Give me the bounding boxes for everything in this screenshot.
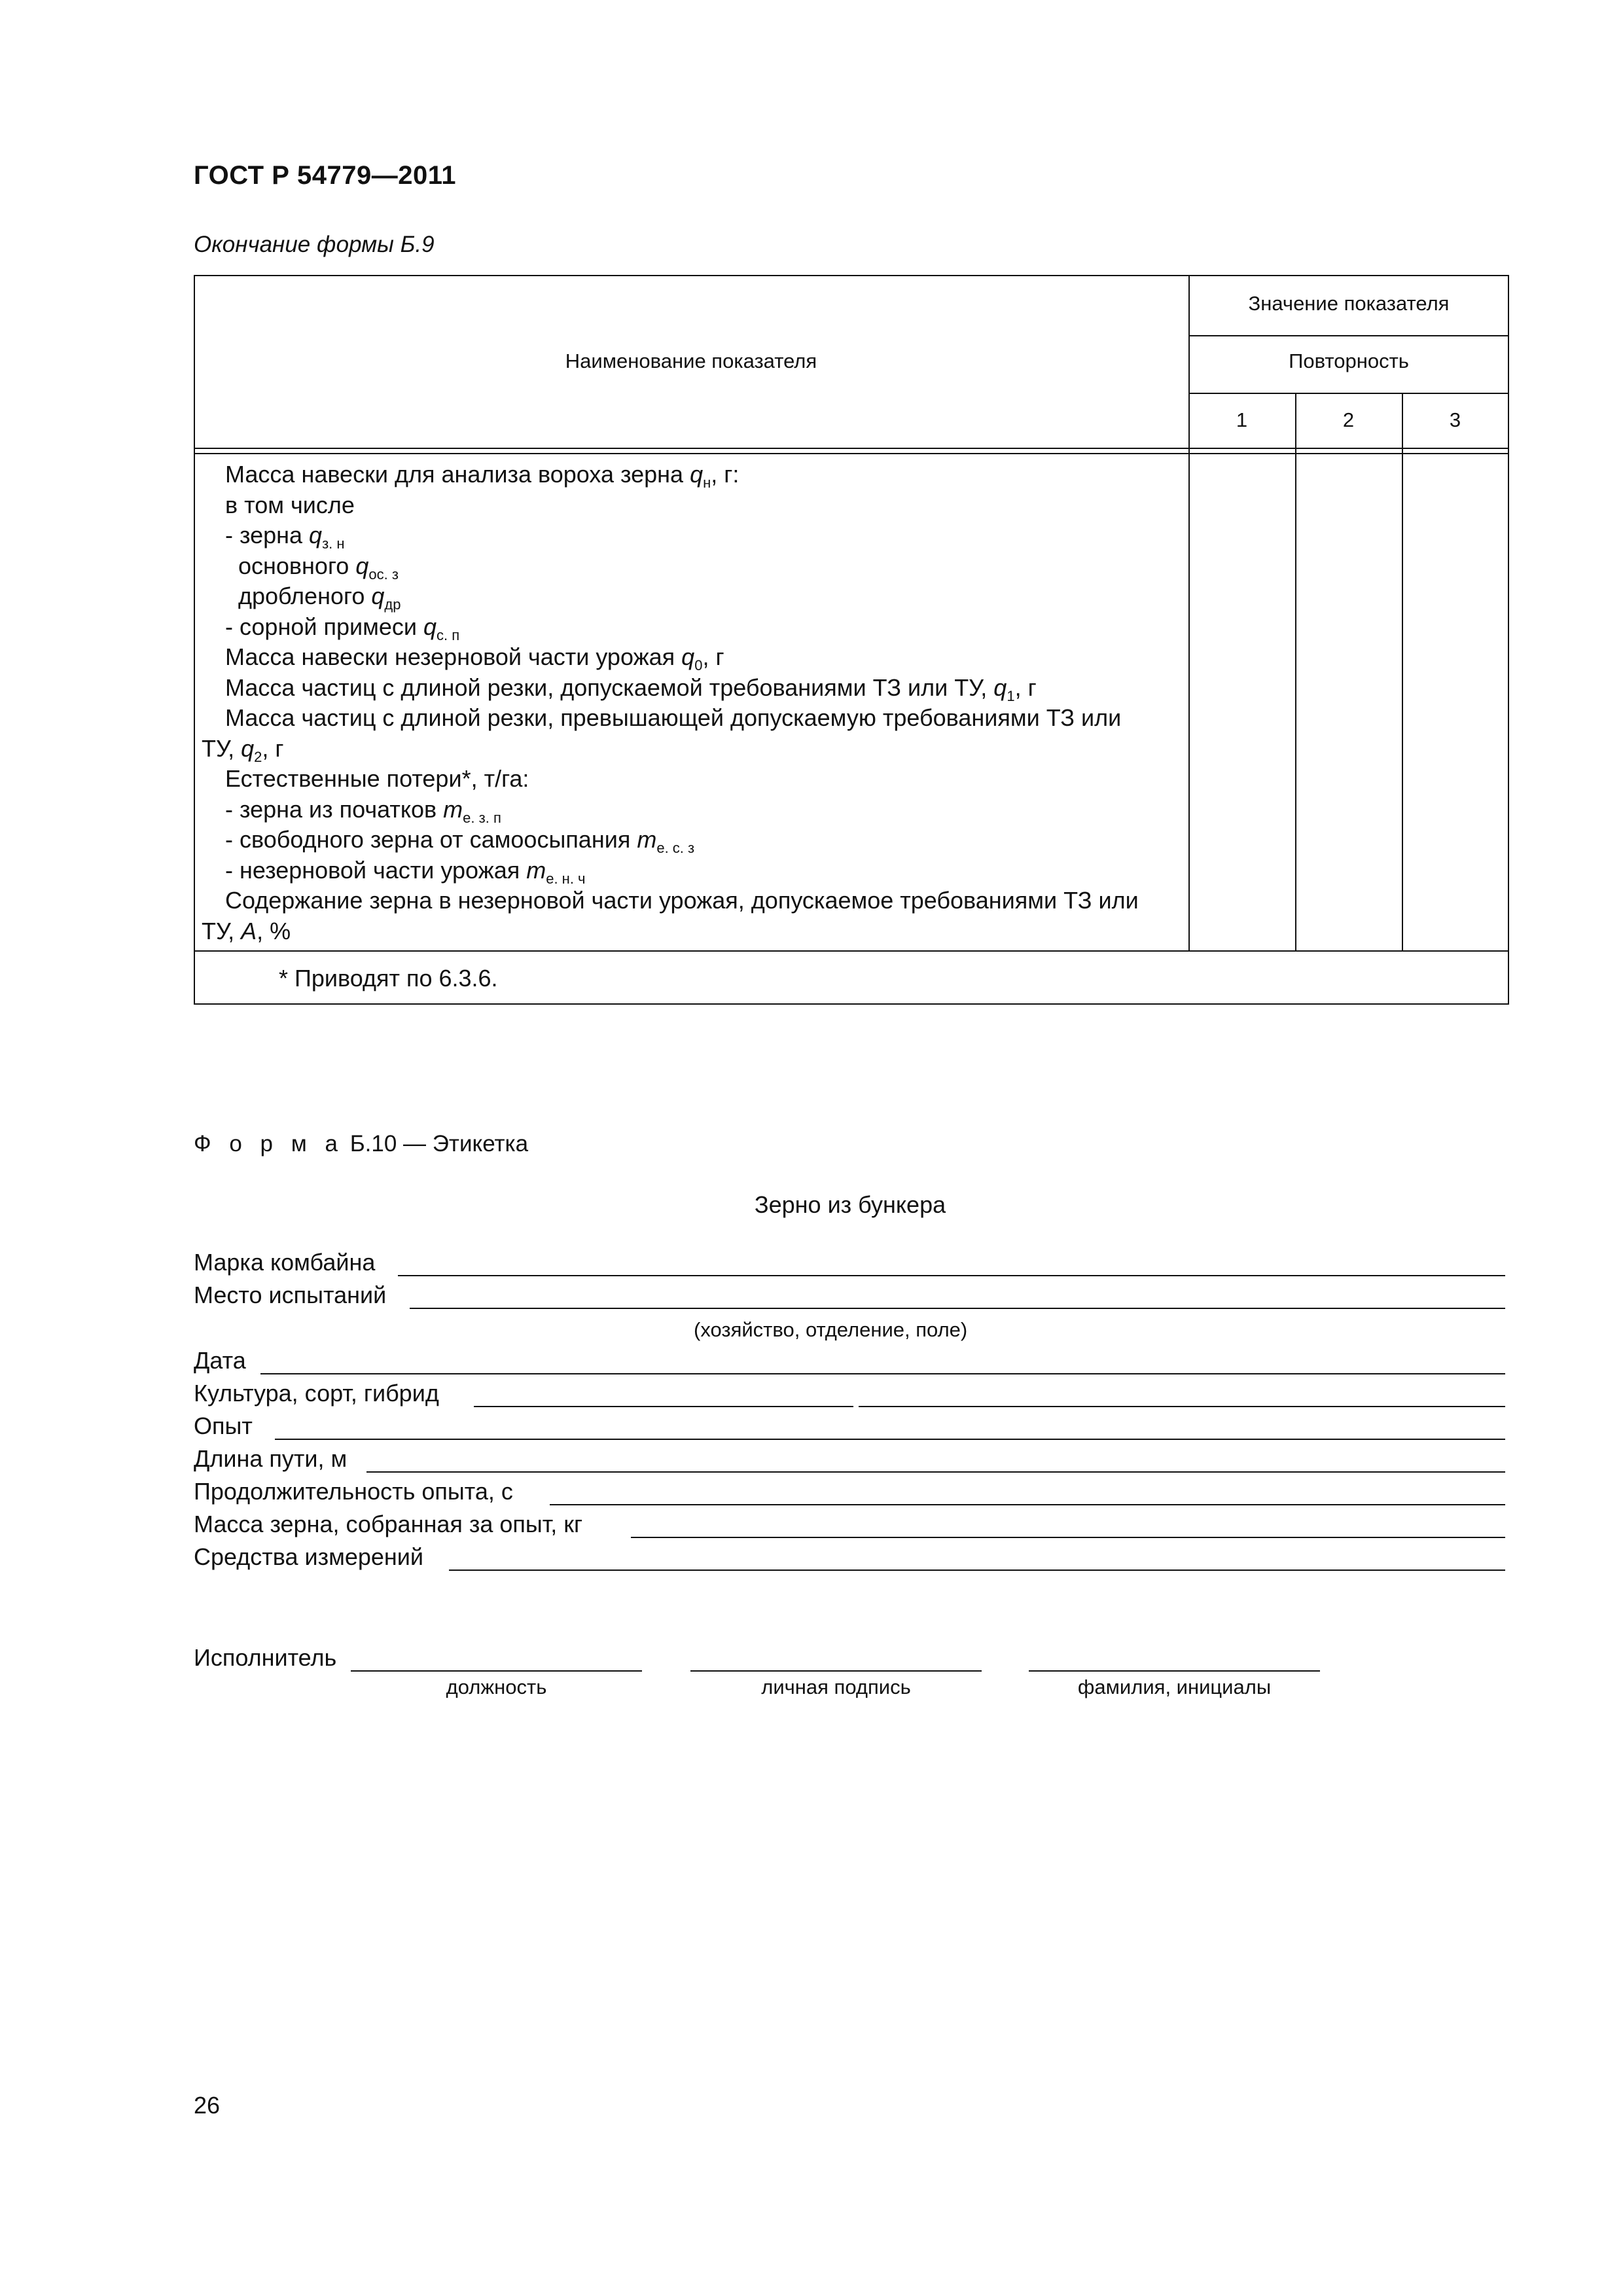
- row-symbol: q: [309, 522, 323, 548]
- executor-label: Исполнитель: [194, 1644, 337, 1671]
- row-subscript: 0: [694, 657, 703, 673]
- row-symbol: m: [443, 795, 463, 823]
- row-text: - свободного зерна от самоосыпания: [225, 826, 637, 853]
- field-line[interactable]: [474, 1406, 853, 1407]
- field-label: Место испытаний: [194, 1282, 387, 1308]
- row-text: - зерна из початков: [225, 795, 444, 823]
- place-hint: (хозяйство, отделение, поле): [694, 1318, 968, 1341]
- label-field: [194, 1478, 1505, 1509]
- row-text: ТУ,: [202, 734, 241, 762]
- label-field: [194, 1511, 1505, 1542]
- table-row: [225, 825, 694, 855]
- label-field: [194, 1282, 1505, 1313]
- row-subscript: 1: [1007, 687, 1015, 704]
- table-row: [225, 855, 586, 886]
- table-row: [225, 703, 1121, 733]
- signature-caption: личная подпись: [761, 1676, 911, 1698]
- row-symbol: m: [526, 856, 546, 884]
- table-row: [225, 490, 355, 520]
- repeat-col-1: 1: [1236, 408, 1248, 431]
- row-text: основного: [238, 552, 356, 579]
- row-tail: , г: [262, 734, 284, 762]
- table-row: [238, 581, 401, 611]
- table-row: [225, 520, 345, 550]
- page-number: 26: [194, 2092, 221, 2119]
- field-line[interactable]: [449, 1570, 1505, 1571]
- row-tail: , г: [1014, 673, 1037, 701]
- signature-line[interactable]: [690, 1670, 982, 1672]
- label-field: [194, 1347, 1505, 1378]
- row-tail: , %: [257, 917, 291, 944]
- row-text: Масса навески незерновой части урожая: [225, 643, 682, 670]
- field-label: Дата: [194, 1347, 246, 1374]
- row-tail: , г: [702, 643, 724, 670]
- row-text: - зерна: [225, 522, 310, 548]
- field-label: Марка комбайна: [194, 1249, 376, 1276]
- row-tail: , г:: [711, 461, 740, 488]
- table-row: [202, 734, 284, 764]
- row-text: Масса навески для анализа вороха зерна: [225, 461, 690, 488]
- field-label: Длина пути, м: [194, 1445, 348, 1472]
- indicator-table: [194, 275, 1509, 1005]
- label-field: [194, 1543, 1505, 1575]
- row-symbol: q: [423, 613, 437, 640]
- table-row: [225, 673, 1037, 703]
- field-line[interactable]: [859, 1406, 1505, 1407]
- table-row: [202, 916, 291, 946]
- table-row: [225, 642, 724, 672]
- label-field: [194, 1249, 1505, 1280]
- col-name-header: Наименование показателя: [565, 350, 817, 372]
- label-field: [194, 1412, 1505, 1444]
- row-text: Масса частиц с длиной резки, допускаемой требованиями ТЗ или ТУ,: [225, 673, 994, 701]
- row-subscript: др: [384, 596, 401, 613]
- row-symbol: q: [241, 734, 255, 762]
- value-header: Значение показателя: [1248, 292, 1450, 315]
- field-line[interactable]: [410, 1308, 1505, 1309]
- field-label: Продолжительность опыта, с: [194, 1478, 513, 1505]
- row-symbol: q: [355, 552, 369, 579]
- form-title-word: Ф о р м а: [194, 1131, 344, 1157]
- row-symbol: q: [681, 643, 695, 670]
- row-subscript: 2: [254, 748, 262, 765]
- row-text: Естественные потери*, т/га:: [225, 765, 529, 792]
- position-line[interactable]: [351, 1670, 642, 1672]
- row-text: дробленого: [238, 583, 372, 609]
- row-text: Содержание зерна в незерновой части урожая, допускаемое требованиями ТЗ или: [225, 887, 1139, 914]
- field-line[interactable]: [260, 1373, 1505, 1374]
- label-field: [194, 1380, 1505, 1411]
- row-subscript: н: [703, 475, 711, 491]
- row-symbol: q: [690, 461, 704, 488]
- table-row: [225, 764, 529, 794]
- field-label: Масса зерна, собранная за опыт, кг: [194, 1511, 583, 1537]
- form-title-rest: Б.10 — Этикетка: [343, 1131, 529, 1157]
- label-field: [194, 1445, 1505, 1477]
- table-row: [225, 612, 459, 642]
- row-text: ТУ,: [202, 917, 241, 944]
- position-caption: должность: [446, 1676, 547, 1698]
- table-row: [225, 795, 501, 825]
- row-subscript: е. з. п: [463, 809, 501, 826]
- row-text: в том числе: [225, 491, 355, 518]
- row-subscript: е. н. ч: [546, 870, 586, 887]
- row-symbol: A: [241, 917, 257, 944]
- row-symbol: q: [993, 673, 1007, 701]
- row-text: - сорной примеси: [225, 613, 423, 640]
- table-row: [225, 459, 739, 490]
- field-label: Культура, сорт, гибрид: [194, 1380, 439, 1407]
- table-row: [225, 886, 1139, 916]
- row-text: - незерновой части урожая: [225, 856, 527, 884]
- label-title: Зерно из бункера: [754, 1191, 946, 1218]
- field-line[interactable]: [631, 1537, 1505, 1538]
- table-caption: Окончание формы Б.9: [194, 232, 435, 257]
- table-row: [238, 551, 399, 581]
- row-subscript: с. п: [437, 626, 460, 643]
- row-symbol: q: [371, 583, 385, 609]
- name-line[interactable]: [1029, 1670, 1320, 1672]
- row-text: Масса частиц с длиной резки, превышающей допускаемую требованиями ТЗ или: [225, 704, 1122, 731]
- name-caption: фамилия, инициалы: [1077, 1676, 1272, 1698]
- row-symbol: m: [637, 826, 657, 853]
- row-subscript: з. н: [322, 535, 345, 552]
- repeat-col-2: 2: [1342, 408, 1355, 431]
- row-subscript: е. с. з: [656, 840, 695, 856]
- field-line[interactable]: [366, 1471, 1505, 1473]
- field-line[interactable]: [275, 1439, 1505, 1440]
- document-number: ГОСТ Р 54779—2011: [194, 161, 456, 190]
- field-label: Опыт: [194, 1412, 253, 1439]
- row-subscript: ос. з: [368, 565, 399, 583]
- field-line[interactable]: [550, 1504, 1505, 1505]
- table-footnote: * Приводят по 6.3.6.: [279, 965, 498, 992]
- field-line[interactable]: [398, 1275, 1505, 1276]
- form-title: [194, 1131, 528, 1157]
- repeat-col-3: 3: [1449, 408, 1461, 431]
- field-label: Средства измерений: [194, 1543, 424, 1570]
- repeat-header: Повторность: [1289, 350, 1409, 372]
